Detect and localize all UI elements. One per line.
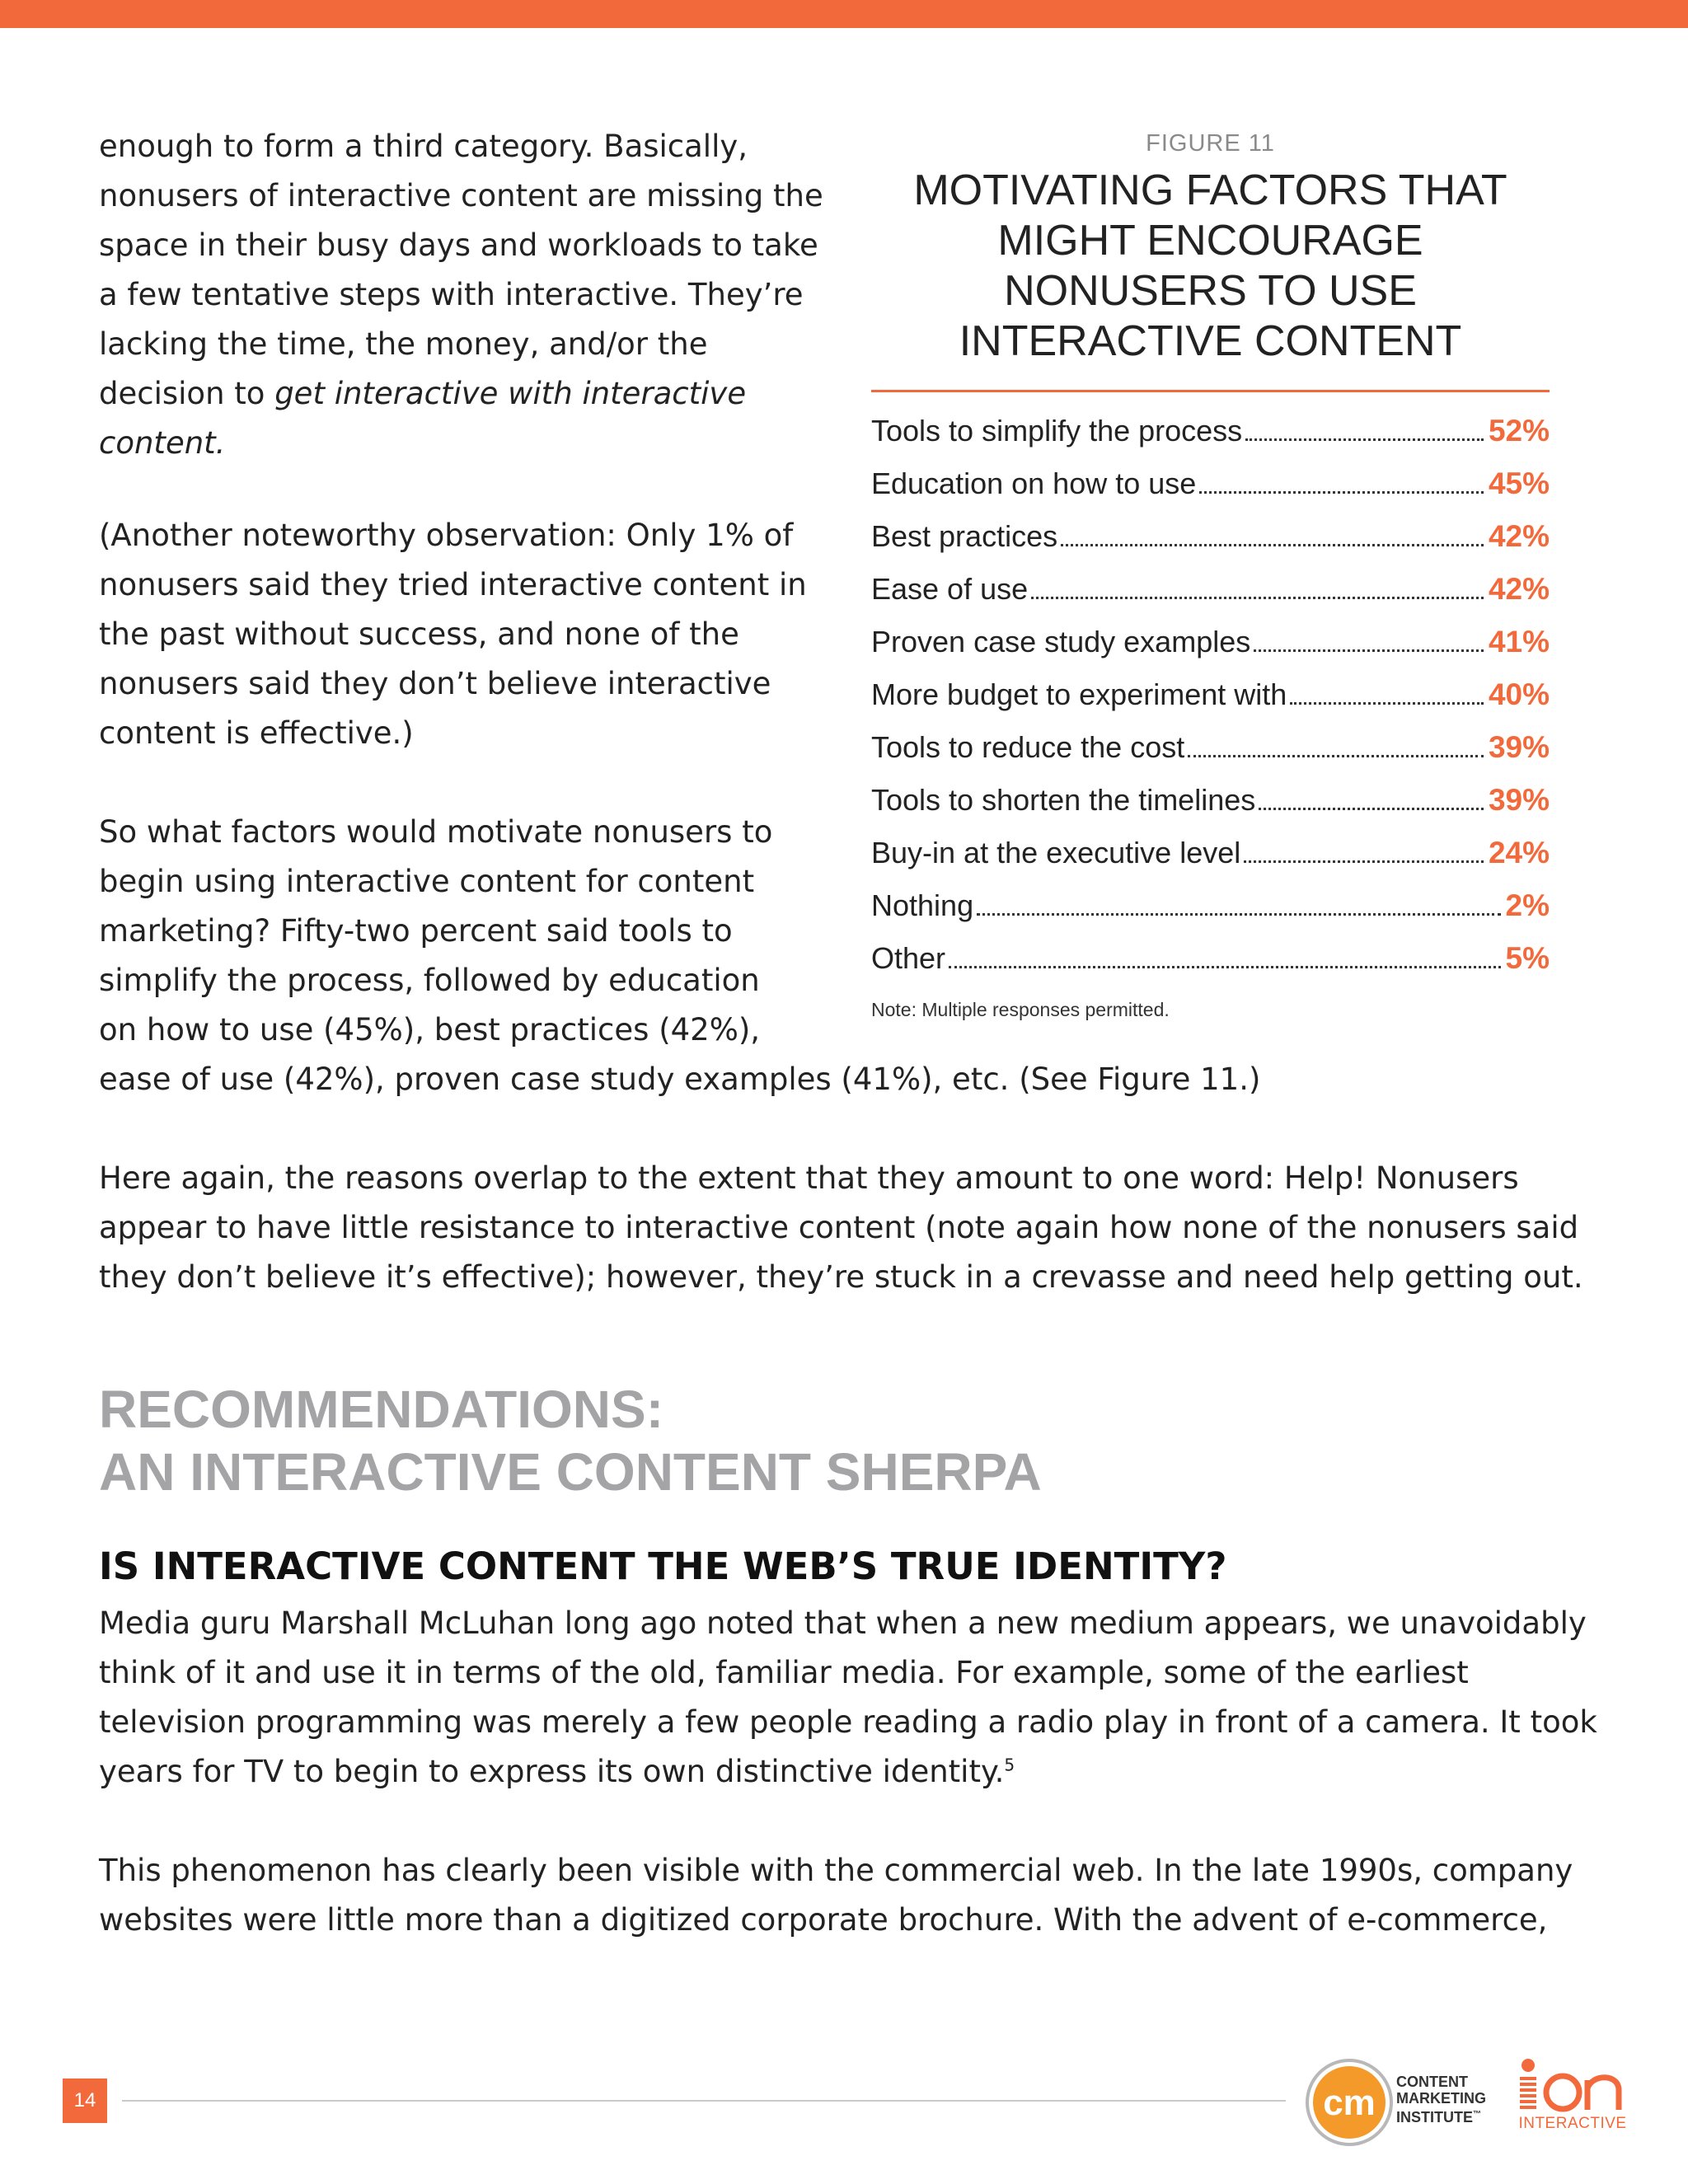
paragraph-2-text: (Another noteworthy observation: Only 1% of nonusers said they tried interactive content in the past without success, and none of the nonusers said they don’t believe interactive content is effective.) [99,518,807,751]
section-heading-line-1: RECOMMENDATIONS: [99,1380,663,1439]
top-accent-bar [0,0,1688,28]
figure-row-value: 2% [1505,888,1550,922]
figure-row-label: More budget to experiment with [871,677,1287,711]
paragraph-3-final-line: ease of use (42%), proven case study examples (41%), etc. (See Figure 11.) [99,1062,1261,1097]
figure-note: Note: Multiple responses permitted. [871,999,1170,1020]
figure-row-label: Ease of use [871,572,1029,606]
figure-row-leader-dots [1259,808,1484,810]
figure-row-value: 5% [1505,941,1550,975]
section-heading-line-2: AN INTERACTIVE CONTENT SHERPA [99,1442,1042,1502]
paragraph-1-italic: get interactive with interactive content. [99,376,747,461]
figure-row-leader-dots [1061,544,1484,546]
figure-kicker: FIGURE 11 [1146,130,1275,157]
cmi-line-3: INSTITUTE [1396,2109,1473,2125]
figure-row-leader-dots [1254,649,1484,652]
figure-row-value: 24% [1488,836,1550,869]
figure-row-leader-dots [1245,438,1484,441]
figure-row-value: 41% [1488,625,1550,658]
section-heading [99,1378,1042,1503]
paragraph-5-text: Media guru Marshall McLuhan long ago noted that when a new medium appears, we unavoidably think of it and use it in terms of the old, familiar media. For example, some of the earliest television programming was merely a few people reading a radio play in front of a camera. It took years for TV to begin to express its own distinctive identity. [99,1605,1597,1789]
figure-row-label: Buy-in at the executive level [871,836,1241,869]
cmi-line-2: MARKETING [1396,2090,1486,2107]
figure-row-value: 39% [1488,783,1550,817]
figure-row [871,941,1550,994]
figure-row-value: 42% [1488,572,1550,606]
figure-row-label: Tools to simplify the process [871,414,1243,448]
figure-divider [871,390,1550,392]
figure-row [871,572,1550,625]
paragraph-3 [99,808,824,1055]
figure-row [871,414,1550,466]
paragraph-3-line: on how to use (45%), best practices (42%), [99,1012,761,1047]
page-number: 14 [63,2079,107,2123]
figure-row-leader-dots [1188,755,1484,757]
cmi-wordmark [1396,2074,1486,2125]
paragraph-2 [99,511,808,758]
figure-row-value: 39% [1488,730,1550,764]
figure-11 [871,130,1550,1021]
figure-list [871,414,1550,994]
cmi-tm: ™ [1473,2110,1481,2119]
figure-row [871,888,1550,941]
paragraph-3-line: begin using interactive content for content [99,864,755,899]
figure-row [871,783,1550,836]
figure-row-label: Tools to reduce the cost [871,730,1185,764]
cmi-logo-text: cm [1323,2083,1376,2123]
figure-row [871,730,1550,783]
cmi-line-1: CONTENT [1396,2074,1468,2090]
subheading: IS INTERACTIVE CONTENT THE WEB’S TRUE IDENTITY? [99,1544,1227,1588]
figure-row-leader-dots [949,966,1500,968]
figure-row-leader-dots [1244,860,1484,863]
paragraph-6: This phenomenon has clearly been visible with the commercial web. In the late 1990s, company websites were little more than a digitized corporate brochure. With the advent of e-commerce, [99,1853,1573,1938]
figure-row-value: 45% [1488,466,1550,500]
figure-row-label: Best practices [871,519,1058,553]
figure-row [871,677,1550,730]
figure-row-label: Other [871,941,946,975]
paragraph-1-text: enough to form a third category. Basically, nonusers of interactive content are missing the space in their busy days and workloads to take a few tentative steps with interactive. They’re lacking the time, the money, and/or the decision to [99,129,823,411]
figure-row-value: 42% [1488,519,1550,553]
figure-row-leader-dots [1290,702,1484,705]
paragraph-1 [99,122,824,468]
figure-row-label: Education on how to use [871,466,1197,500]
figure-row [871,836,1550,888]
ion-subtitle: INTERACTIVE [1518,2115,1627,2132]
figure-row-value: 52% [1488,414,1550,448]
figure-row-label: Nothing [871,888,974,922]
paragraph-3-line: So what factors would motivate nonusers to [99,814,773,850]
figure-row-leader-dots [1199,491,1484,494]
figure-title: MOTIVATING FACTORS THAT MIGHT ENCOURAGE NONUSERS TO USE INTERACTIVE CONTENT [913,166,1507,365]
footnote-marker: 5 [1004,1755,1015,1775]
figure-row-label: Proven case study examples [871,625,1251,658]
figure-row-value: 40% [1488,677,1550,711]
figure-row [871,466,1550,519]
cmi-logo [1304,2057,1395,2148]
figure-row-label: Tools to shorten the timelines [871,783,1256,817]
paragraph-3-line: simplify the process, followed by education [99,963,760,998]
figure-row [871,519,1550,572]
footer-divider [122,2100,1286,2102]
paragraph-5 [99,1599,1599,1797]
figure-row-leader-dots [1031,597,1484,599]
figure-row [871,625,1550,677]
paragraph-3-line: marketing? Fifty-two percent said tools to [99,913,733,949]
figure-row-leader-dots [977,913,1500,916]
paragraph-4: Here again, the reasons overlap to the extent that they amount to one word: Help! Nonusers appear to have little resistance to interactive content (note again how none of the nonusers said they don’t believe it’s effective); however, they’re stuck in a crevasse and need help getting out. [99,1160,1583,1295]
